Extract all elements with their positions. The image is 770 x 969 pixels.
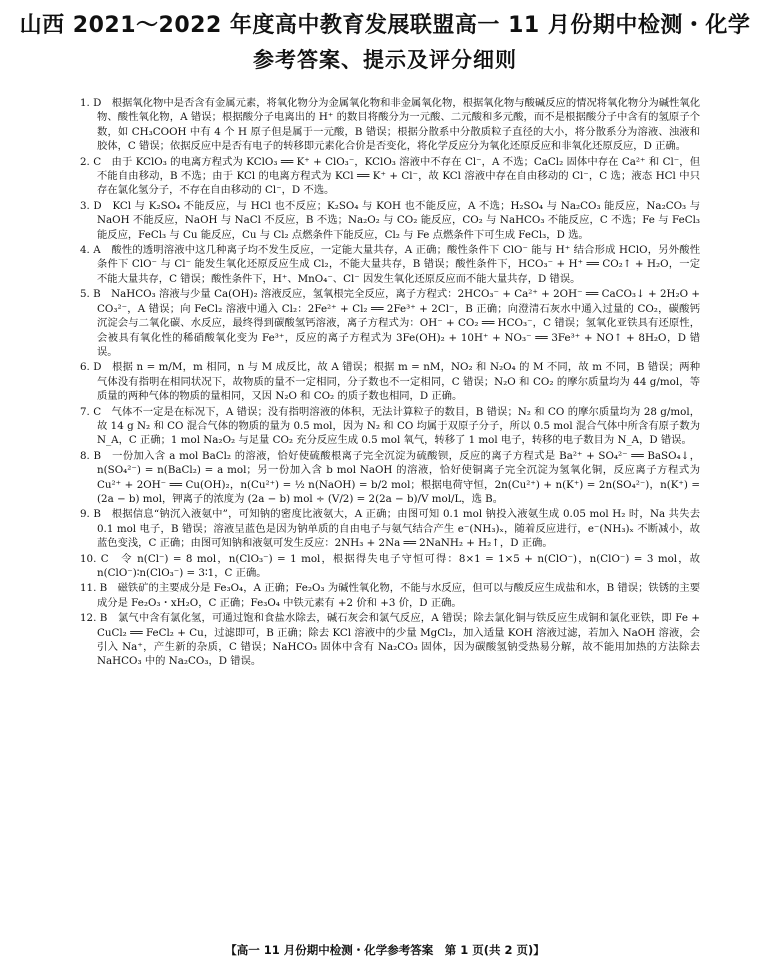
answer-item-12: 12. B 氯气中含有氯化氢，可通过饱和食盐水除去，碱石灰会和氯气反应，A 错误；除去氯化铜与铁反应生成铜和氯化亚铁，即 Fe + CuCl₂ ══ FeCl₂ + Cu，过滤即可，B 正确；除去 KCl 溶液中的少量 MgCl₂，加入适量 KOH 溶液过滤，若加入 NaOH 溶液，会引入 Na⁺，产生新的杂质，C 错误；NaHCO₃ 固体中含有 Na₂CO₃ 固体，因为碳酸氢钠受热易分解，故不能用加热的方法除去 NaHCO₃ 中的 Na₂CO₃，D 错误。	[80, 612, 700, 668]
answer-item-7: 7. C 气体不一定是在标况下，A 错误；没有指明溶液的体积，无法计算粒子的数目，B 错误；N₂ 和 CO 的摩尔质量均为 28 g/mol，故 14 g N₂ 和 CO 混合气体的物质的量为 0.5 mol，因为 N₂ 和 CO 均属于双原子分子，所以 0.5 mol 混合气体中所含有原子数为 N_A，C 正确；1 mol Na₂O₂ 与足量 CO₂ 充分反应生成 0.5 mol 氧气，转移了 1 mol 电子，转移的电子数目为 N_A，D 错误。	[80, 405, 700, 447]
answer-list	[80, 96, 700, 936]
answer-item-5: 5. B NaHCO₃ 溶液与少量 Ca(OH)₂ 溶液反应，氢氧根完全反应，离子方程式：2HCO₃⁻ + Ca²⁺ + 2OH⁻ ══ CaCO₃↓ + 2H₂O + CO₃²⁻，A 错误；向 FeCl₂ 溶液中通入 Cl₂：2Fe²⁺ + Cl₂ ══ 2Fe³⁺ + 2Cl⁻，B 正确；向澄清石灰水中通入过量的 CO₂，碳酸钙沉淀会与二氧化碳、水反应，最终得到碳酸氢钙溶液，离子方程式为：OH⁻ + CO₂ ══ HCO₃⁻，C 错误；氢氧化亚铁具有还原性，会被具有氧化性的稀硝酸氧化变为 Fe³⁺，反应的离子方程式为 3Fe(OH)₂ + 10H⁺ + NO₃⁻ ══ 3Fe³⁺ + NO↑ + 8H₂O，D 错误。	[80, 288, 700, 358]
answer-item-2: 2. C 由于 KClO₃ 的电离方程式为 KClO₃ ══ K⁺ + ClO₃⁻，KClO₃ 溶液中不存在 Cl⁻，A 不选；CaCl₂ 固体中存在 Ca²⁺ 和 Cl⁻，但不能自由移动，B 不选；由于 KCl 的电离方程式为 KCl ══ K⁺ + Cl⁻，故 KCl 溶液中存在自由移动的 Cl⁻，C 选；液态 HCl 中只存在氯化氢分子，不存在自由移动的 Cl⁻，D 不选。	[80, 155, 700, 197]
answer-item-3: 3. D KCl 与 K₂SO₄ 不能反应，与 HCl 也不反应；K₂SO₄ 与 KOH 也不能反应，A 不选；H₂SO₄ 与 Na₂CO₃ 能反应，Na₂CO₃ 与 NaOH 不能反应，NaOH 与 NaCl 不反应，B 不选；Na₂O₂ 与 CO₂ 能反应，CO₂ 与 NaHCO₃ 不能反应，C 不选；Fe 与 FeCl₃ 能反应，FeCl₃ 与 Cu 能反应，Cu 与 Cl₂ 点燃条件下能反应，Cl₂ 与 Fe 点燃条件下可生成 FeCl₃，D 选。	[80, 199, 700, 241]
answer-item-6: 6. D 根据 n = m/M，m 相同，n 与 M 成反比，故 A 错误；根据 m = nM，NO₂ 和 N₂O₄ 的 M 不同，故 m 不同，B 错误；两种气体没有指明在相同状况下，故物质的量不一定相同，分子数也不一定相同，C 错误；N₂O 和 CO₂ 的摩尔质量均为 44 g/mol，等质量的两种气体的物质的量相同，又因 N₂O 和 CO₂ 的质子数也相同，D 正确。	[80, 361, 700, 403]
answer-item-11: 11. B 磁铁矿的主要成分是 Fe₃O₄，A 正确；Fe₂O₃ 为碱性氧化物，不能与水反应，但可以与酸反应生成盐和水，B 错误；铁锈的主要成分是 Fe₂O₃・xH₂O，C 正确；Fe₃O₄ 中铁元素有 +2 价和 +3 价，D 正确。	[80, 582, 700, 609]
page-footer: 【高一 11 月份期中检测・化学参考答案 第 1 页(共 2 页)】	[225, 943, 545, 957]
page-title: 山西 2021～2022 年度高中教育发展联盟高一 11 月份期中检测・化学	[19, 13, 751, 38]
answer-item-1: 1. D 根据氧化物中是否含有金属元素，将氧化物分为金属氧化物和非金属氧化物，根据氧化物与酸碱反应的情况将氧化物分为碱性氧化物、酸性氧化物，A 错误；根据酸分子电离出的 H⁺ 的数目将酸分为一元酸、二元酸和多元酸，而不是根据酸分子中含有的氢原子个数，如 CH₃COOH 中有 4 个 H 原子但是属于一元酸，B 错误；根据分散系中分散质粒子直径的大小，将分散系分为溶液、浊液和胶体，C 错误；依据反应中是否有电子的转移即元素化合价是否变化，将化学反应分为氧化还原反应和非氧化还原反应，D 正确。	[80, 97, 700, 153]
answer-item-4: 4. A 酸性的透明溶液中这几种离子均不发生反应，一定能大量共存，A 正确；酸性条件下 ClO⁻ 能与 H⁺ 结合形成 HClO，另外酸性条件下 ClO⁻ 与 Cl⁻ 能发生氧化还原反应生成 Cl₂，不能大量共存，B 错误；酸性条件下，HCO₃⁻ + H⁺ ══ CO₂↑ + H₂O，一定不能大量共存，C 错误；酸性条件下，H⁺、MnO₄⁻、Cl⁻ 因发生氧化还原反应而不能大量共存，D 错误。	[80, 244, 700, 285]
answer-item-10: 10. C 令 n(Cl⁻) = 8 mol，n(ClO₃⁻) = 1 mol，根据得失电子守恒可得：8×1 = 1×5 + n(ClO⁻)，n(ClO⁻) = 3 mol，故 n(ClO⁻)∶n(ClO₃⁻) = 3∶1，C 正确。	[80, 552, 700, 579]
page-subtitle: 参考答案、提示及评分细则	[253, 48, 517, 72]
answer-item-9: 9. B 根据信息“钠沉入液氨中”，可知钠的密度比液氨大，A 正确；由图可知 0.1 mol 钠投入液氨生成 0.05 mol H₂ 时，Na 共失去 0.1 mol 电子，B 错误；溶液呈蓝色是因为钠单质的自由电子与氨气结合产生 e⁻(NH₃)ₓ，随着反应进行，e⁻(NH₃)ₓ 不断减小，故蓝色变浅，C 正确；由图可知钠和液氨可发生反应：2NH₃ + 2Na ══ 2NaNH₂ + H₂↑，D 正确。	[80, 508, 700, 550]
answer-item-8: 8. B 一份加入含 a mol BaCl₂ 的溶液，恰好使硫酸根离子完全沉淀为硫酸钡，反应的离子方程式是 Ba²⁺ + SO₄²⁻ ══ BaSO₄↓，n(SO₄²⁻) = n(BaCl₂) = a mol；另一份加入含 b mol NaOH 的溶液，恰好使铜离子完全沉淀为氢氧化铜，反应离子方程式为 Cu²⁺ + 2OH⁻ ══ Cu(OH)₂，n(Cu²⁺) = ½ n(NaOH) = b/2 mol；根据电荷守恒，2n(Cu²⁺) + n(K⁺) = 2n(SO₄²⁻)，n(K⁺) = (2a − b) mol，钾离子的浓度为 (2a − b) mol ÷ (V/2) = 2(2a − b)/V mol/L，选 B。	[80, 449, 700, 505]
